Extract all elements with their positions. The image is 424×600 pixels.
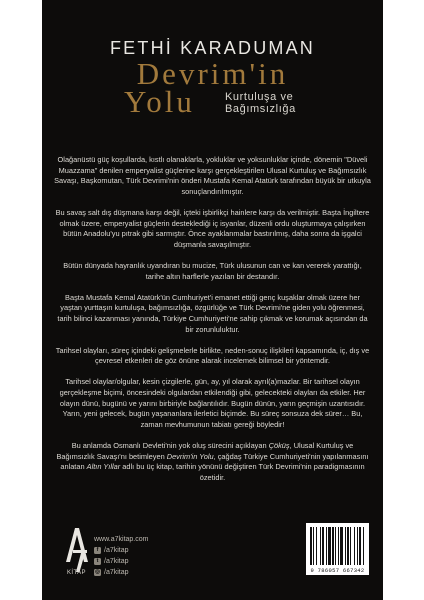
blurb-paragraph-7: Bu anlamda Osmanlı Devleti'nin yok oluş sürecini açıklayan Çöküş, Ulusal Kurtuluş ve Bağımsızlık Savaşı'nı betimleyen Devrim'in Yolu, çağdaş Türkiye Cumhuriyeti'nin yapılanmasını anlatan Altın Yıllar adlı bu üç kitap, tarihin yönünü değiştiren Türk Devrimi'nin paradigmasının özetidir.: [56, 440, 369, 482]
twitter-icon: t: [94, 558, 101, 565]
blurb-paragraph-5: Tarihsel olayları, süreç içindeki gelişmelerle birlikte, neden-sonuç ilişkileri kapsamında, iç, dış ve çevresel etkenleri de göz önüne alarak incelemek bilimsel bir yöntemdir.: [55, 345, 370, 366]
instagram-icon: ◎: [95, 569, 100, 575]
isbn-number: 9 786057 667342: [310, 567, 365, 574]
publisher-contacts: [94, 534, 148, 578]
publisher-logo-text: KİTAP: [67, 570, 86, 576]
subtitle-line-1: Kurtuluşa ve: [225, 91, 294, 103]
book-back-cover: [42, 0, 383, 600]
blurb-paragraph-4: Başta Mustafa Kemal Atatürk'ün Cumhuriyet'i emanet ettiği genç kuşaklar olmak üzere her yaştan yurttaşın kurtuluşa, bağımsızlığa, özgürlüğe ve Türk Devrimi'ne giden yolu öğrenmesi, tarih bilinci kazanması yanında, Türkiye Cumhuriyeti'ne sahip çıkmak ve korumak açısından da bir zorunluluktur.: [57, 292, 368, 334]
facebook-row: [94, 545, 148, 556]
website-link[interactable]: www.a7kitap.com: [94, 536, 149, 543]
blurb-paragraph-3: Bütün dünyada hayranlık uyandıran bu mucize, Türk ulusunun can ve kan vererek yarattığı, tarihe altın harflerle yazılan bir destandır.: [63, 261, 362, 281]
instagram-handle[interactable]: /a7kitap: [104, 569, 129, 576]
title-line-1: Devrim'in: [136, 56, 289, 91]
blurb-paragraph-1: Olağanüstü güç koşullarda, kıstlı olanaklarla, yokluklar ve yoksunluklar içinde, dönemin "Düveli Muazzama" denilen emperyalist güçlerine karşı gerçekleştirilen Ulusal Kurtuluş ve Bağımsızlık Savaşı, Başkomutan, Türk Devrimi'nin önderi Mustafa Kemal Atatürk tarafından büyük bir utkuyla sonuçlandırılmıştır.: [54, 155, 371, 197]
facebook-handle[interactable]: /a7kitap: [104, 547, 129, 554]
facebook-icon: f: [94, 547, 101, 554]
isbn-barcode: [306, 523, 369, 575]
subtitle-line-2: Bağımsızlığa: [225, 103, 296, 115]
publisher-logo-icon: [64, 524, 90, 576]
blurb-paragraph-6: Tarihsel olaylar/olgular, kesin çizgilerle, gün, ay, yıl olarak ayrıl(a)mazlar. Bir tarihsel olayın gerçekleşme biçimi, öncesindeki olgulardan etkilendiği gibi, gelecekteki olayları da etkiler. Her olayın dünü, bugünü ve yarını birbiriyle bağlantılıdır. Bugün dünün, yarın geçmişin uzantısıdır. Yarın, yeni gelecek, bugün yaşananlara ilerletici biçimde. Bu süreç sonsuza dek sürer… Bu, zaman mevhumunun tabiatı gereği böyledir!: [59, 377, 366, 429]
website-row: [94, 534, 148, 545]
author-name: FETHİ KARADUMAN: [109, 38, 315, 58]
twitter-row: [94, 556, 148, 567]
barcode-bars: [306, 523, 369, 567]
blurb-text: [54, 155, 371, 494]
twitter-handle[interactable]: /a7kitap: [104, 558, 129, 565]
instagram-row: [94, 567, 148, 578]
blurb-paragraph-2: Bu savaş salt dış düşmana karşı değil, içteki işbirlikçi hainlere karşı da verilmiştir. Başta İngiltere olmak üzere, emperyalist güçlerin desteklediği iç isyanlar, düzenli ordu oluşturmaya çalışırken bütün Anadolu'yu pıtrak gibi sarmıştır. Önce ayaklanmalar bastırılmış, daha sonra da işgalci düşmanla savaşılmıştır.: [55, 208, 370, 250]
subtitle: [225, 91, 296, 115]
title-line-2: Yolu: [124, 84, 195, 119]
